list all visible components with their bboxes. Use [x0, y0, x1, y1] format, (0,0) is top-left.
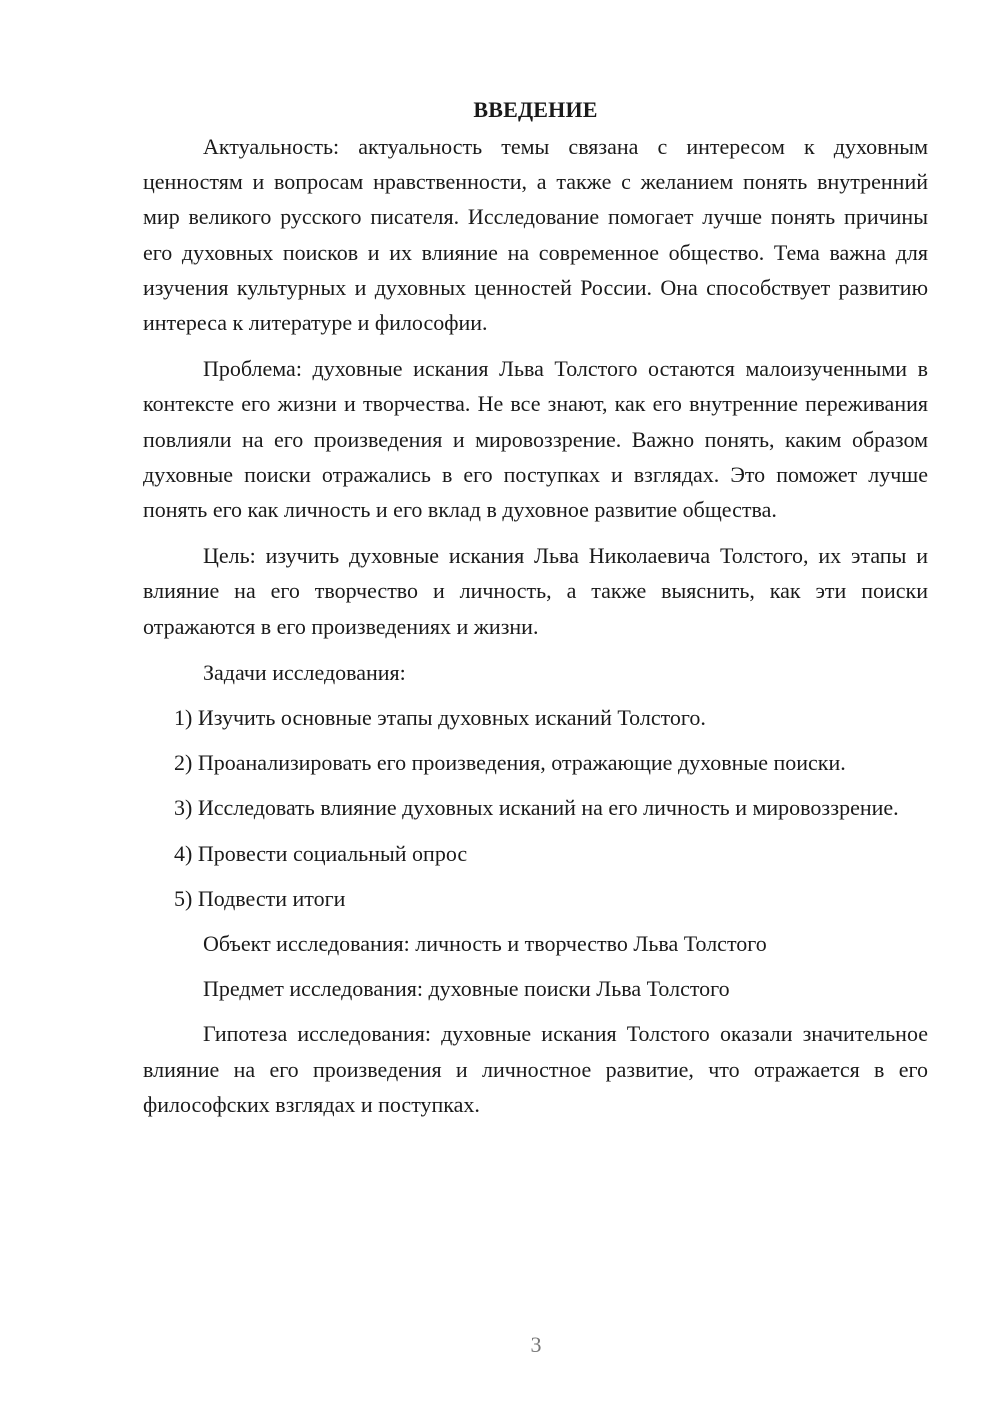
- hypothesis-paragraph: Гипотеза исследования: духовные искания Толстого оказали значительное влияние на его произведения и личностное развитие, что отражается в его философских взглядах и поступках.: [143, 1021, 928, 1117]
- relevance-paragraph: Актуальность: актуальность темы связана с интересом к духовным ценностям и вопросам нравственности, а также с желанием понять внутренний мир великого русского писателя. Исследование помогает лучше понять причины его духовных поисков и их влияние на современное общество. Тема важна для изучения культурных и духовных ценностей России. Она способствует развитию интереса к литературе и философии.: [143, 134, 928, 336]
- object-paragraph: Объект исследования: личность и творчество Льва Толстого: [203, 931, 767, 957]
- tasks-list: [143, 700, 928, 916]
- task-item: 1) Изучить основные этапы духовных исканий Толстого.: [174, 705, 706, 731]
- task-item: 4) Провести социальный опрос: [174, 840, 468, 866]
- task-item: 5) Подвести итоги: [174, 885, 346, 911]
- task-item: 2) Проанализировать его произведения, отражающие духовные поиски.: [174, 750, 846, 776]
- subject-paragraph: Предмет исследования: духовные поиски Льва Толстого: [203, 976, 730, 1002]
- problem-paragraph: Проблема: духовные искания Льва Толстого остаются малоизученными в контексте его жизни и творчества. Не все знают, как его внутренние переживания повлияли на его произведения и мировоззрение. Важно понять, каким образом духовные поиски отражались в его поступках и взглядах. Это поможет лучше понять его как личность и его вклад в духовное развитие общества.: [143, 356, 928, 523]
- tasks-heading: Задачи исследования:: [203, 659, 406, 685]
- task-item: 3) Исследовать влияние духовных исканий на его личность и мировоззрение.: [174, 795, 899, 821]
- section-title: ВВЕДЕНИЕ: [473, 97, 598, 122]
- page-number: 3: [530, 1332, 542, 1357]
- document-page: [143, 92, 928, 1133]
- goal-paragraph: Цель: изучить духовные искания Льва Николаевича Толстого, их этапы и влияние на его творчество и личность, а также выяснить, как эти поиски отражаются в его произведениях и жизни.: [143, 543, 928, 639]
